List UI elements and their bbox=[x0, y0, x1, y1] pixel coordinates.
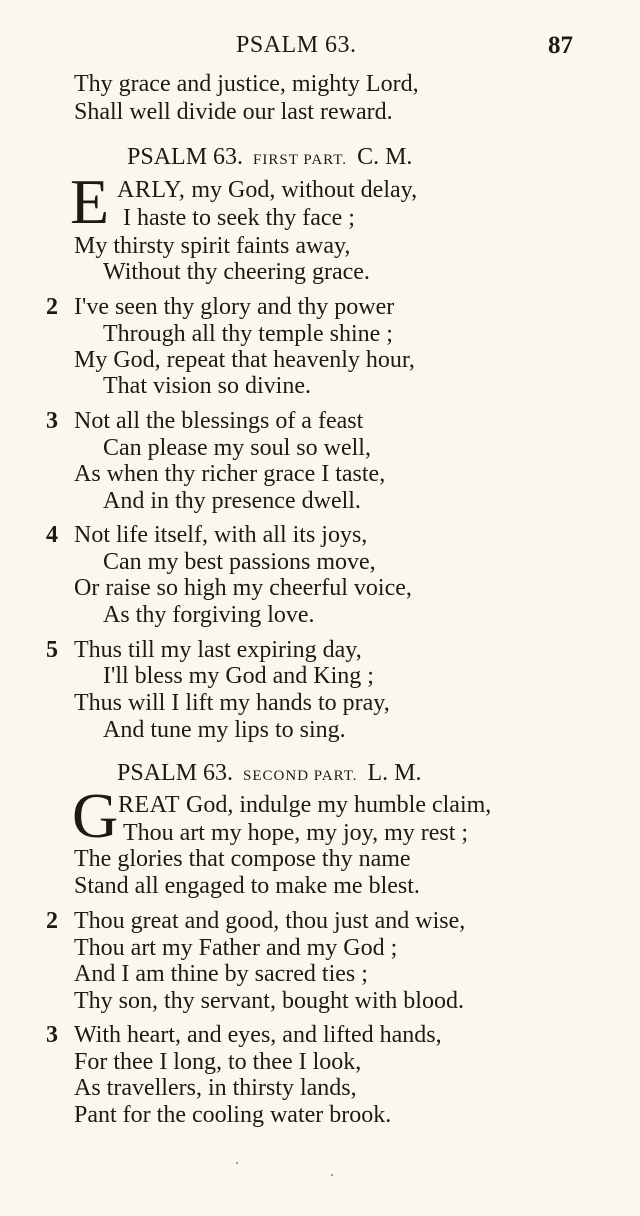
stanza-number: 3 bbox=[46, 408, 58, 434]
section-heading-part2 bbox=[117, 759, 422, 790]
drop-cap: G bbox=[72, 780, 119, 851]
heading-part: SECOND PART. bbox=[243, 768, 358, 784]
heading-part: FIRST PART. bbox=[253, 152, 348, 168]
stanza-number: 3 bbox=[46, 1022, 58, 1048]
verse-line: With heart, and eyes, and lifted hands, bbox=[74, 1022, 442, 1048]
verse-line-first bbox=[118, 791, 491, 819]
paper-speck bbox=[236, 1162, 238, 1164]
section-heading-part1 bbox=[127, 143, 412, 174]
running-head bbox=[0, 32, 640, 62]
verse-line: My God, repeat that heavenly hour, bbox=[74, 347, 415, 373]
verse-line: Thus will I lift my hands to pray, bbox=[74, 690, 390, 716]
first-line-rest: my God, without delay, bbox=[185, 177, 418, 203]
first-line-rest: God, indulge my humble claim, bbox=[180, 792, 492, 818]
stanza-number: 2 bbox=[46, 294, 58, 320]
heading-title: PSALM 63. bbox=[127, 144, 244, 170]
verse-line: Or raise so high my cheerful voice, bbox=[74, 575, 412, 601]
verse-line: Thou great and good, thou just and wise, bbox=[74, 908, 466, 934]
drop-cap: E bbox=[70, 166, 110, 237]
first-word-caps: REAT bbox=[118, 792, 180, 818]
verse-line: I'll bless my God and King ; bbox=[103, 663, 374, 689]
stanza-number: 5 bbox=[46, 637, 58, 663]
verse-line: The glories that compose thy name bbox=[74, 846, 411, 872]
verse-line: Not all the blessings of a feast bbox=[74, 408, 364, 434]
verse-line: As travellers, in thirsty lands, bbox=[74, 1075, 357, 1101]
verse-line: Can my best passions move, bbox=[103, 549, 376, 575]
stanza-number: 2 bbox=[46, 908, 58, 934]
heading-meter: C. M. bbox=[357, 144, 413, 170]
first-word-caps: ARLY, bbox=[117, 177, 186, 203]
verse-line: Thus till my last expiring day, bbox=[74, 637, 362, 663]
verse-line: Shall well divide our last reward. bbox=[74, 99, 393, 125]
verse-line: Thou art my hope, my joy, my rest ; bbox=[123, 820, 469, 846]
verse-line: Stand all engaged to make me blest. bbox=[74, 873, 420, 899]
verse-line: For thee I long, to thee I look, bbox=[74, 1049, 362, 1075]
verse-line: Not life itself, with all its joys, bbox=[74, 522, 368, 548]
verse-line: Pant for the cooling water brook. bbox=[74, 1102, 392, 1128]
verse-line-first bbox=[117, 176, 417, 204]
heading-title: PSALM 63. bbox=[117, 760, 234, 786]
verse-line: Can please my soul so well, bbox=[103, 435, 371, 461]
verse-line: And I am thine by sacred ties ; bbox=[74, 961, 368, 987]
running-title: PSALM 63. bbox=[236, 32, 357, 58]
verse-line: As thy forgiving love. bbox=[103, 602, 315, 628]
verse-line: Thy grace and justice, mighty Lord, bbox=[74, 71, 419, 97]
verse-line: I haste to seek thy face ; bbox=[123, 205, 355, 231]
verse-line: Thy son, thy servant, bought with blood. bbox=[74, 988, 464, 1014]
heading-meter: L. M. bbox=[367, 760, 422, 786]
verse-line: I've seen thy glory and thy power bbox=[74, 294, 395, 320]
verse-line: Thou art my Father and my God ; bbox=[74, 935, 398, 961]
stanza-number: 4 bbox=[46, 522, 58, 548]
verse-line: Through all thy temple shine ; bbox=[103, 321, 393, 347]
verse-line: That vision so divine. bbox=[103, 373, 311, 399]
verse-line: And tune my lips to sing. bbox=[103, 717, 346, 743]
verse-line: My thirsty spirit faints away, bbox=[74, 233, 351, 259]
verse-line: And in thy presence dwell. bbox=[103, 488, 361, 514]
verse-line: Without thy cheering grace. bbox=[103, 259, 370, 285]
paper-speck bbox=[331, 1174, 333, 1176]
verse-line: As when thy richer grace I taste, bbox=[74, 461, 386, 487]
page-number: 87 bbox=[548, 32, 573, 59]
